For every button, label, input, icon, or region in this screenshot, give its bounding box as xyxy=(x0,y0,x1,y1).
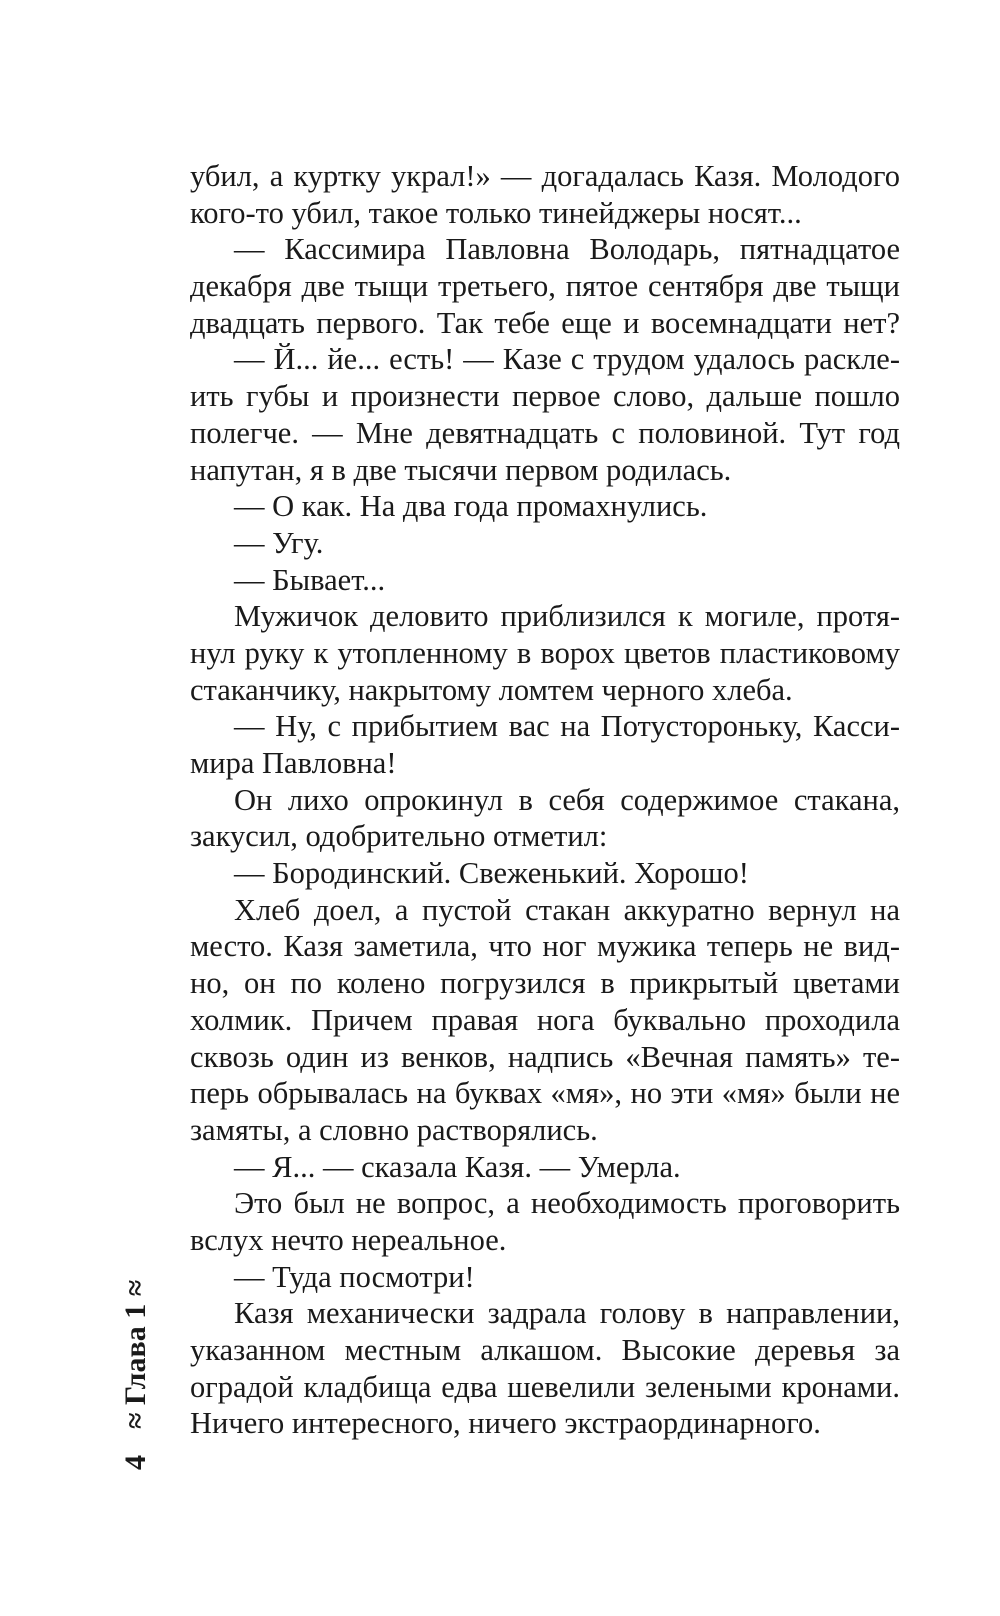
text-line: декабря две тыщи третьего, пятое сентября две тыщи xyxy=(190,269,900,304)
text-line: — Бородинский. Свеженький. Хорошо! xyxy=(234,856,749,891)
text-line: Казя механически задрала голову в направлении, xyxy=(234,1296,900,1331)
text-line: полегче. — Мне девятнадцать с половиной. Тут год xyxy=(190,415,900,450)
text-line: кого-то убил, такое только тинейджеры носят... xyxy=(190,195,802,230)
text-line: — Бывает... xyxy=(234,562,386,597)
text-line: перь обрывалась на буквах «мя», но эти «мя» были не xyxy=(190,1076,900,1111)
text-line: замяты, а словно растворялись. xyxy=(190,1112,598,1147)
text-line: указанном местным алкашом. Высокие деревья за xyxy=(190,1333,900,1367)
text-line: холмик. Причем правая нога буквально проходила xyxy=(190,1002,900,1037)
text-line: оградой кладбища едва шевелили зелеными кронами. xyxy=(190,1369,900,1404)
text-line: двадцать первого. Так тебе еще и восемнадцати нет? xyxy=(190,305,900,340)
text-line: — Туда посмотри! xyxy=(234,1259,475,1294)
text-line: сквозь один из венков, надпись «Вечная память» те- xyxy=(190,1039,900,1074)
text-line: Это был не вопрос, а необходимость проговорить xyxy=(234,1186,900,1221)
running-head xyxy=(118,1280,154,1470)
text-line: — Кассимира Павловна Володарь, пятнадцатое xyxy=(234,232,900,267)
text-line: вслух нечто нереальное. xyxy=(190,1222,507,1257)
text-line: стаканчику, накрытому ломтем черного хлеба. xyxy=(190,672,793,707)
text-line: — Угу. xyxy=(234,525,324,560)
text-line: Он лихо опрокинул в себя содержимое стакана, xyxy=(234,782,900,817)
body-text xyxy=(190,158,900,1442)
chapter-title: ≈ Глава 1 ≈ xyxy=(119,1279,152,1429)
text-line: убил, а куртку украл!» — догадалась Казя. Молодого xyxy=(190,159,900,193)
text-line: место. Казя заметила, что ног мужика теперь не вид- xyxy=(190,929,900,964)
text-line: — О как. На два года промахнулись. xyxy=(234,489,708,524)
text-line: ить губы и произнести первое слово, дальше пошло xyxy=(190,379,900,414)
text-line: Ничего интересного, ничего экстраординарного. xyxy=(190,1406,821,1441)
text-line: нул руку к утопленному в ворох цветов пластиковому xyxy=(190,635,900,670)
page-number: 4 xyxy=(119,1455,152,1470)
text-line: мира Павловна! xyxy=(190,746,397,780)
text-line: — Ну, с прибытием вас на Потустороньку, Касси- xyxy=(234,709,900,744)
text-line: — Я... — сказала Казя. — Умерла. xyxy=(234,1149,681,1184)
text-line: но, он по колено погрузился в прикрытый цветами xyxy=(190,966,900,1001)
text-line: закусил, одобрительно отметил: xyxy=(190,819,608,854)
text-line: Хлеб доел, а пустой стакан аккуратно вернул на xyxy=(234,892,900,927)
text-line: напутан, я в две тысячи первом родилась. xyxy=(190,452,732,487)
text-line: — Й... йе... есть! — Казе с трудом удалось раскле- xyxy=(234,342,900,377)
text-line: Мужичок деловито приблизился к могиле, протя- xyxy=(234,599,900,634)
